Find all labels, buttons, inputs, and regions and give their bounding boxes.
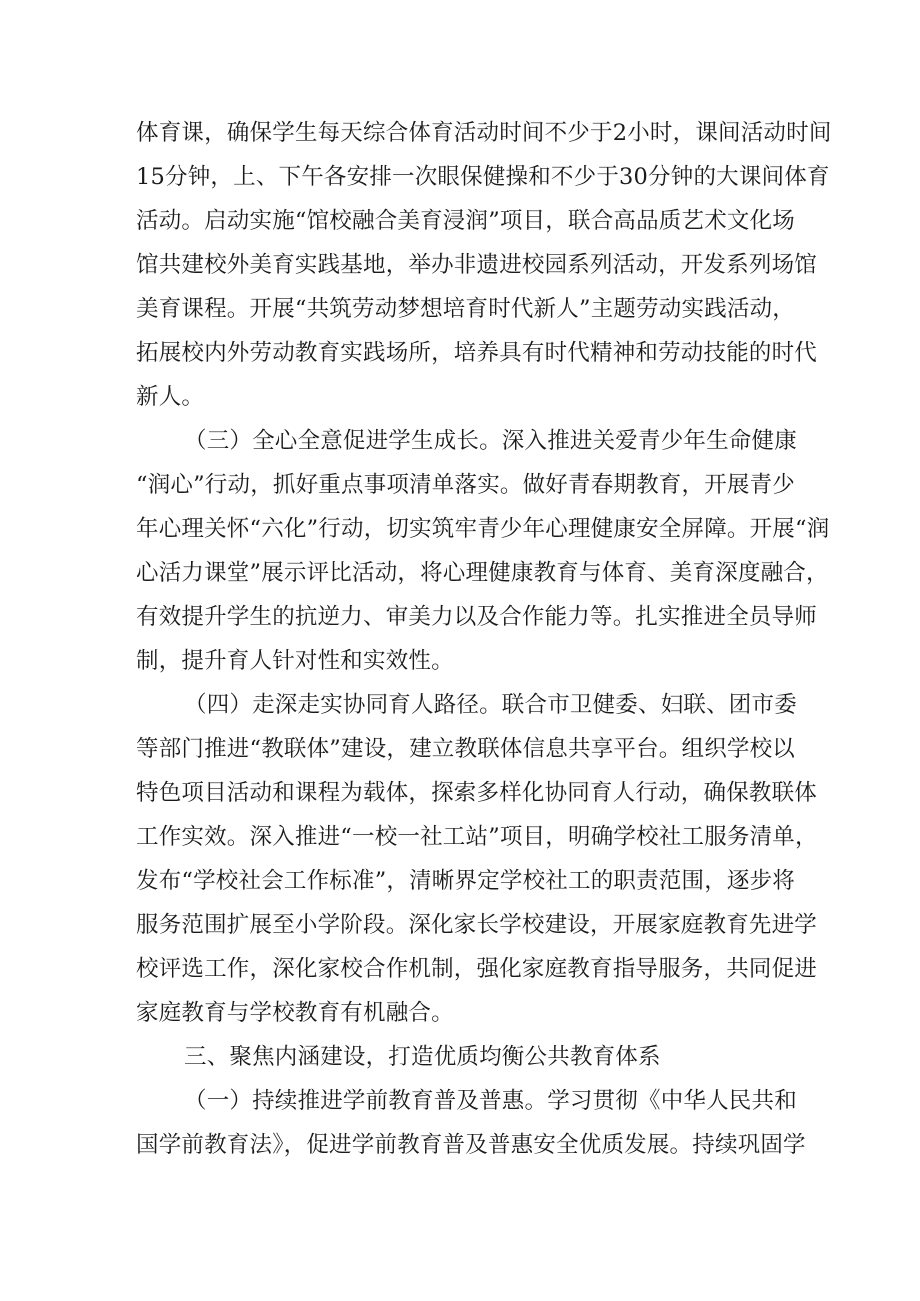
text-line: 活动。启动实施“馆校融合美育浸润”项目，联合高品质艺术文化场 [136, 208, 796, 234]
section-heading-line: （三）全心全意促进学生成长。深入推进关爱青少年生命健康 [184, 428, 797, 454]
text-line: 年心理关怀“六化”行动，切实筑牢青少年心理健康安全屏障。开展“润 [136, 516, 830, 542]
text-line: 新人。 [136, 384, 205, 410]
text-line: 特色项目活动和课程为载体，探索多样化协同育人行动，确保教联体 [136, 780, 818, 806]
text-line: “润心”行动，抓好重点事项清单落实。做好青春期教育，开展青少 [136, 472, 796, 498]
text-line: 拓展校内外劳动教育实践场所，培养具有时代精神和劳动技能的时代 [136, 340, 818, 366]
section-heading-line: （一）持续推进学前教育普及普惠。学习贯彻《中华人民共和 [184, 1088, 797, 1114]
text-line: 馆共建校外美育实践基地，举办非遗进校园系列活动，开发系列场馆 [136, 252, 818, 278]
text-line: 美育课程。开展“共筑劳动梦想培育时代新人”主题劳动实践活动， [136, 296, 796, 322]
text-line: 等部门推进“教联体”建设，建立教联体信息共享平台。组织学校以 [136, 736, 796, 762]
text-line: 工作实效。深入推进“一校一社工站”项目，明确学校社工服务清单， [136, 824, 818, 850]
text-line: 校评选工作，深化家校合作机制，强化家庭教育指导服务，共同促进 [136, 956, 818, 982]
text-line: 国学前教育法》，促进学前教育普及普惠安全优质发展。持续巩固学 [136, 1132, 806, 1158]
text-line: 制，提升育人针对性和实效性。 [136, 648, 454, 674]
text-line: 服务范围扩展至小学阶段。深化家长学校建设，开展家庭教育先进学 [136, 912, 818, 938]
text-line: 家庭教育与学校教育有机融合。 [136, 1000, 454, 1026]
text-line: 15分钟，上、下午各安排一次眼保健操和不少于30分钟的大课间体育 [136, 164, 830, 190]
text-line: 有效提升学生的抗逆力、审美力以及合作能力等。扎实推进全员导师 [136, 604, 818, 630]
chapter-heading: 三、聚焦内涵建设，打造优质均衡公共教育体系 [184, 1044, 661, 1070]
text-line: 体育课，确保学生每天综合体育活动时间不少于2小时，课间活动时间 [136, 120, 832, 146]
text-line: 心活力课堂”展示评比活动，将心理健康教育与体育、美育深度融合， [136, 560, 829, 586]
text-line: 发布“学校社会工作标准”，清晰界定学校社工的职责范围，逐步将 [136, 868, 796, 894]
section-heading-line: （四）走深走实协同育人路径。联合市卫健委、妇联、团市委 [184, 692, 797, 718]
